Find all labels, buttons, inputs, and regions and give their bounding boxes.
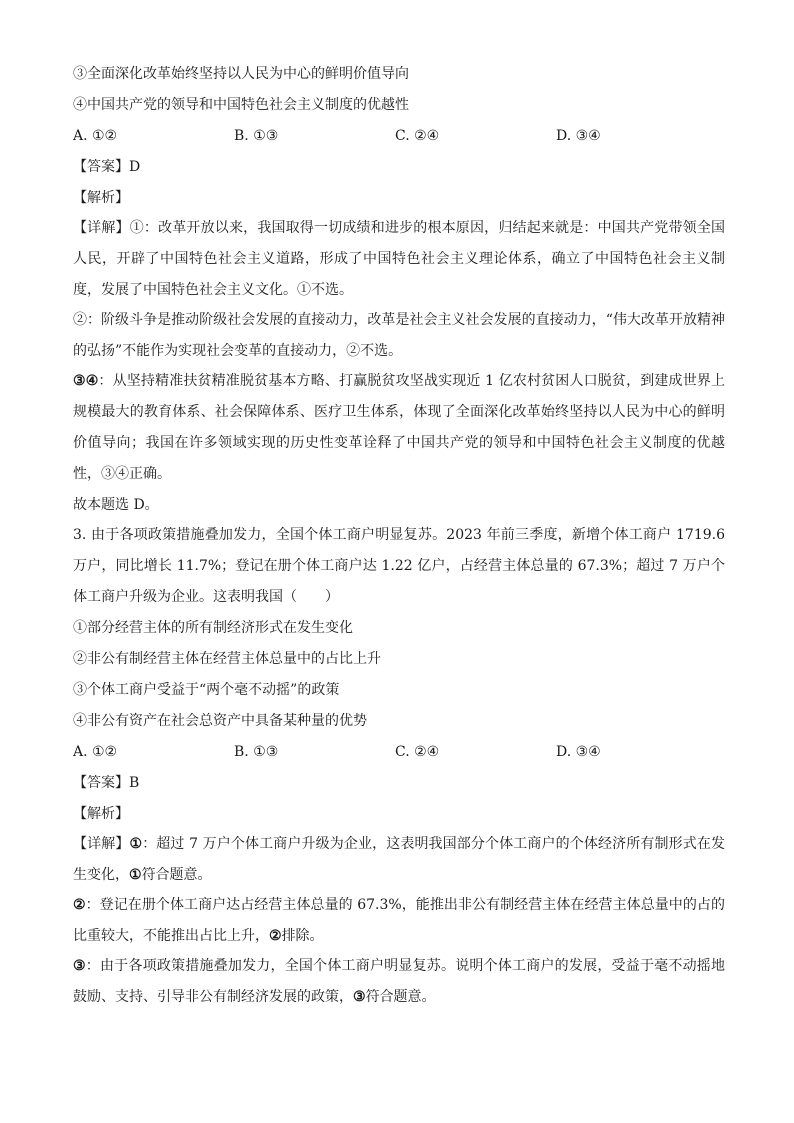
detail-paragraph-3 <box>73 366 725 490</box>
q3-detail-paragraph-3 <box>73 951 725 1013</box>
q3-detail-paragraph-1 <box>73 829 725 891</box>
answer-value: D <box>129 159 141 175</box>
document-page <box>73 64 725 1018</box>
q3-detail-text-1: ：超过 7 万户个体工商户升级为企业，这表明我国部分个体工商户的个体经济所有制形式在发生变化， <box>73 836 726 883</box>
detail-paragraph-2: ②：阶级斗争是推动阶级社会发展的直接动力，改革是社会主义社会发展的直接动力，“伟大改革开放精神的弘扬”不能作为实现社会变革的直接动力，②不选。 <box>73 312 725 359</box>
option-d: D. ③④ <box>556 128 601 144</box>
q3-detail-end-mark-1: ① <box>129 867 142 883</box>
q3-statement-3: ③个体工商户受益于“两个毫不动摇”的政策 <box>73 682 340 698</box>
conclusion-line: 故本题选 D。 <box>73 497 159 513</box>
question-3-stem: 3. 由于各项政策措施叠加发力，全国个体工商户明显复苏。2023 年前三季度，新增个体工商户 1719.6 万户，同比增长 11.7%；登记在册个体工商户达 1.22 亿户，占经营主体总量的 67.3%；超过 7 万户个体工商户升级为企业。这表明我国（ ） <box>73 527 725 605</box>
q3-answer-tag: 【答案】 <box>73 775 129 791</box>
q3-option-a: A. ①② <box>73 744 118 760</box>
q3-detail-end-mark-2: ② <box>269 928 282 944</box>
q3-detail-end-1: 符合题意。 <box>141 867 212 883</box>
detail-tag: 【详解】 <box>73 220 130 236</box>
q3-analysis-tag: 【解析】 <box>73 806 129 822</box>
q3-option-d: D. ③④ <box>556 744 601 760</box>
q3-statement-4: ④非公有资产在社会总资产中具备某种量的优势 <box>73 713 367 729</box>
detail-mark-3: ③④ <box>73 373 99 389</box>
detail-paragraph-1 <box>73 213 725 306</box>
q3-options-row <box>73 742 725 762</box>
q3-detail-mark-2: ② <box>73 897 86 913</box>
q3-detail-paragraph-2 <box>73 890 725 952</box>
q3-statement-2: ②非公有制经营主体在经营主体总量中的占比上升 <box>73 651 381 667</box>
detail-text-3: ：从坚持精准扶贫精准脱贫基本方略、打赢脱贫攻坚战实现近 1 亿农村贫困人口脱贫，到建成世界上规模最大的教育体系、社会保障体系、医疗卫生体系，体现了全面深化改革始终坚持以人民为中心的鲜明价值导向；我国在许多领域实现的历史性变革诠释了中国共产党的领导和中国特色社会主义制度的优越性，③④正确。 <box>73 373 725 482</box>
q3-answer-line <box>73 773 725 793</box>
option-a: A. ①② <box>73 128 118 144</box>
answer-tag: 【答案】 <box>73 159 129 175</box>
q3-detail-mark-3: ③ <box>73 958 86 974</box>
q3-option-c: C. ②④ <box>395 744 440 760</box>
q3-detail-end-mark-3: ③ <box>353 989 366 1005</box>
option-c: C. ②④ <box>395 128 440 144</box>
q3-detail-end-3: 符合题意。 <box>365 989 436 1005</box>
statement-3: ③全面深化改革始终坚持以人民为中心的鲜明价值导向 <box>73 66 409 82</box>
q3-detail-text-3: ：由于各项政策措施叠加发力，全国个体工商户明显复苏。说明个体工商户的发展，受益于毫不动摇地鼓励、支持、引导非公有制经济发展的政策， <box>73 958 725 1005</box>
q3-statement-1: ①部分经营主体的所有制经济形式在发生变化 <box>73 620 353 636</box>
option-b: B. ①③ <box>234 128 279 144</box>
answer-line <box>73 157 725 177</box>
q3-option-b: B. ①③ <box>234 744 279 760</box>
options-row <box>73 126 725 146</box>
statement-4: ④中国共产党的领导和中国特色社会主义制度的优越性 <box>73 97 409 113</box>
q3-detail-end-2: 排除。 <box>281 928 324 944</box>
q3-detail-text-2: ：登记在册个体工商户达占经营主体总量的 67.3%，能推出非公有制经营主体在经营主体总量中的占的比重较大，不能推出占比上升， <box>73 897 725 944</box>
q3-answer-value: B <box>129 775 140 791</box>
q3-detail-tag: 【详解】 <box>73 836 130 852</box>
analysis-tag: 【解析】 <box>73 190 129 206</box>
q3-detail-mark-1: ① <box>129 836 143 852</box>
detail-text-1: ①：改革开放以来，我国取得一切成绩和进步的根本原因，归结起来就是：中国共产党带领全国人民，开辟了中国特色社会主义道路，形成了中国特色社会主义理论体系，确立了中国特色社会主义制度，发展了中国特色社会主义文化。①不选。 <box>73 220 726 298</box>
